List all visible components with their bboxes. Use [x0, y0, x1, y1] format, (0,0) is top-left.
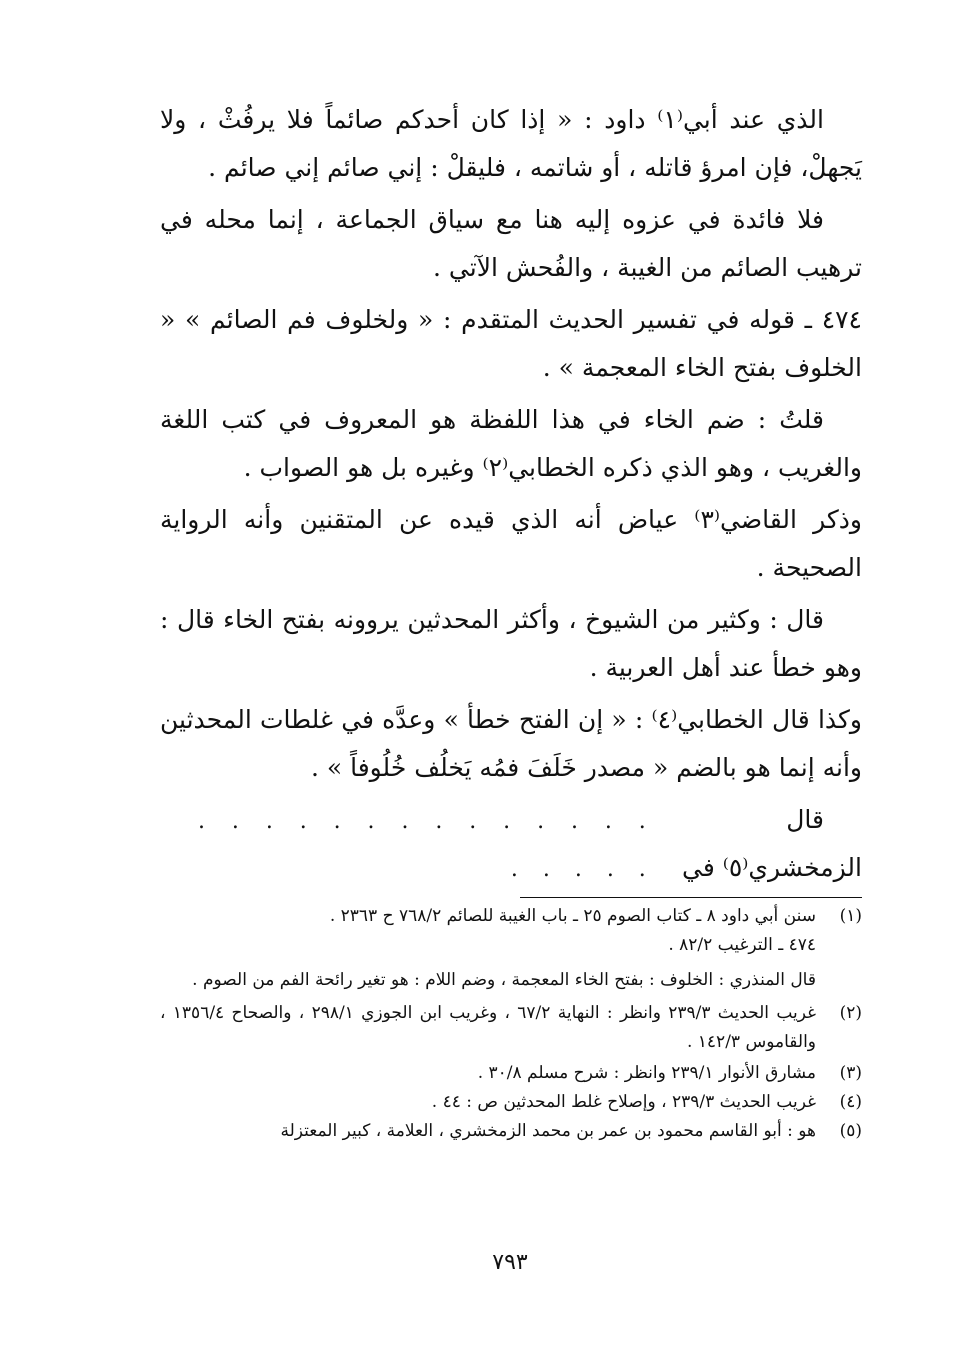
footnote-item: [160, 1088, 862, 1117]
footnote-item: [160, 902, 862, 931]
footnote-number: (١): [839, 906, 862, 926]
footnote-text: غريب الحديث ٢٣٩/٣ ، وإصلاح غلط المحدثين ص : ٤٤ .: [431, 1092, 816, 1112]
footnote-text: قال المنذري : الخلوف : بفتح الخاء المعجمة ، وضم اللام : هو تغير رائحة الفم من الصوم .: [192, 970, 816, 990]
footnote-number: (٢): [839, 1003, 862, 1023]
footnote-item: [160, 1117, 862, 1146]
paragraph-8: [160, 796, 862, 894]
footnote-item: [160, 966, 862, 995]
footnote-item: [160, 931, 862, 960]
footnote-text: سنن أبي داود ٨ ـ كتاب الصوم ٢٥ ـ باب الغيبة للصائم ٧٦٨/٢ ح ٢٣٦٣ .: [329, 906, 816, 926]
last-line-text: قال الزمخشري⁽٥⁾ في: [681, 805, 862, 882]
ellipsis-dots: . . . . . . . . . . . . . . . . . . .: [198, 809, 655, 882]
paragraph-7: وكذا قال الخطابي⁽٤⁾ : « إن الفتح خطأ » وعدَّه في غلطات المحدثين وأنه إنما هو بالضم « مصدر خَلَفَ فمُه يَخلُف خُلُوفاً » .: [160, 705, 862, 782]
footnote-number: (٣): [839, 1063, 862, 1083]
footnotes: [160, 902, 862, 1146]
footnote-number: (٥): [839, 1121, 862, 1141]
footnote-item: [160, 999, 862, 1057]
paragraph-6: قال : وكثير من الشيوخ ، وأكثر المحدثين يروونه بفتح الخاء قال : وهو خطأ عند أهل العربية .: [160, 605, 862, 682]
paragraph-1: الذي عند أبي⁽١⁾ داود : « إذا كان أحدكم صائماً فلا يرفُثْ ، ولا يَجهلْ، فإن امرؤ قاتله ، أو شاتمه ، فليقلْ : إني صائم إني صائم .: [160, 105, 862, 182]
paragraph-3: ٤٧٤ ـ قوله في تفسير الحديث المتقدم : « ولخلوف فم الصائم » « الخلوف بفتح الخاء المعجمة » .: [160, 305, 862, 382]
footnote-text: هو : أبو القاسم محمود بن عمر بن محمد الزمخشري ، العلامة ، كبير المعتزلة: [280, 1121, 816, 1141]
footnote-separator: [520, 897, 862, 898]
footnote-number: (٤): [839, 1092, 862, 1112]
footnote-text: ٤٧٤ ـ الترغيب ٨٢/٢ .: [668, 935, 816, 955]
page-number: ٧٩٣: [492, 1250, 528, 1275]
paragraph-5: وذكر القاضي⁽٣⁾ عياض أنه الذي قيده عن المتقنين وأنه الرواية الصحيحة .: [160, 505, 862, 582]
paragraph-4: قلتُ : ضم الخاء في هذا اللفظة هو المعروف في كتب اللغة والغريب ، وهو الذي ذكره الخطابي⁽٢⁾ وغيره بل هو الصواب .: [160, 405, 862, 482]
main-text: [160, 96, 862, 898]
paragraph-2: فلا فائدة في عزوه إليه هنا مع سياق الجماعة ، إنما محله في ترهيب الصائم من الغيبة ، والفُحش الآتي .: [160, 205, 862, 282]
footnote-text: غريب الحديث ٢٣٩/٣ وانظر : النهاية ٦٧/٢ ، وغريب ابن الجوزي ٢٩٨/١ ، والصحاح ١٣٥٦/٤ ، والقاموس ١٤٢/٣ .: [160, 1003, 817, 1052]
footnote-text: مشارق الأنوار ٢٣٩/١ وانظر : شرح مسلم ٣٠/٨ .: [477, 1063, 816, 1083]
footnote-item: [160, 1059, 862, 1088]
